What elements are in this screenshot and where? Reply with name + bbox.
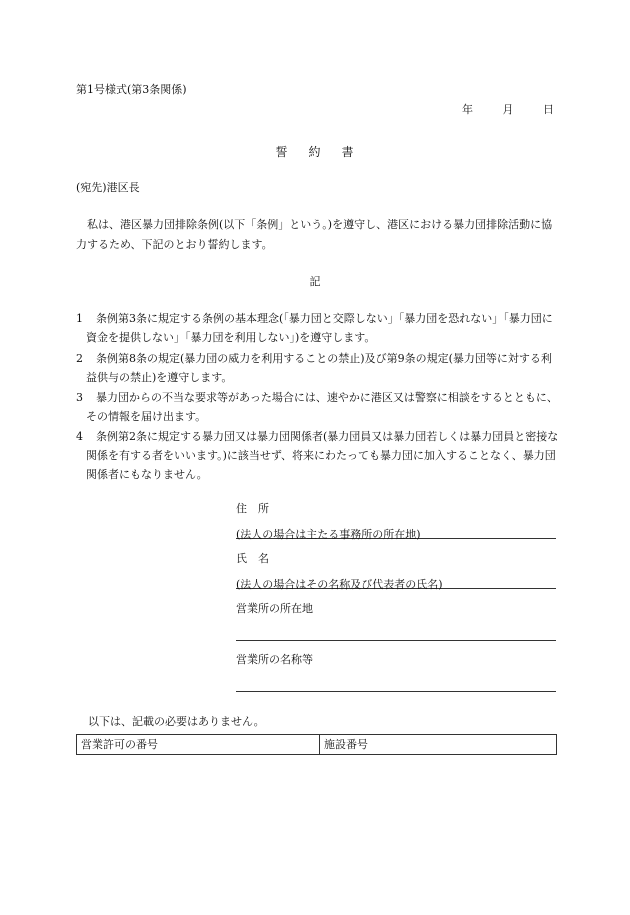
- date-year: 年: [462, 103, 473, 116]
- intro-paragraph: 私は、港区暴力団排除条例(以下「条例」という。)を遵守し、港区における暴力団排除活動に協力するため、下記のとおり誓約します。: [76, 218, 553, 251]
- date-day: 日: [543, 103, 554, 116]
- office-name-field[interactable]: [236, 675, 556, 692]
- pledge-item: [76, 427, 560, 484]
- facility-number-cell[interactable]: 施設番号: [324, 738, 368, 751]
- office-name-label: 営業所の名称等: [236, 653, 313, 666]
- item-number: 2: [76, 352, 83, 365]
- date-month: 月: [502, 103, 514, 116]
- office-location-label: 営業所の所在地: [236, 602, 313, 615]
- info-table: [76, 734, 557, 755]
- address-note: (法人の場合は主たる事務所の所在地): [236, 528, 421, 541]
- item-number: 4: [76, 430, 83, 443]
- item-text: 条例第8条の規定(暴力団の威力を利用することの禁止)及び第9条の規定(暴力団等に対する利益供与の禁止)を遵守します。: [86, 352, 552, 384]
- item-number: 3: [76, 391, 83, 404]
- pledge-item: [76, 349, 560, 387]
- address-field[interactable]: [236, 523, 556, 539]
- item-number: 1: [76, 312, 83, 325]
- form-number: 第1号様式(第3条関係): [76, 83, 187, 96]
- item-text: 条例第3条に規定する条例の基本理念(「暴力団と交際しない」「暴力団を恐れない」「暴力団に資金を提供しない」「暴力団を利用しない」)を遵守します。: [86, 312, 553, 344]
- office-location-field[interactable]: [236, 624, 556, 641]
- date-line: [354, 103, 554, 117]
- name-field[interactable]: [236, 573, 556, 589]
- title-char: 書: [341, 145, 355, 159]
- address-label: 住 所: [236, 502, 269, 515]
- title-char: 約: [308, 145, 322, 159]
- ki-heading: 記: [309, 275, 321, 288]
- item-text: 条例第2条に規定する暴力団又は暴力団関係者(暴力団員又は暴力団若しくは暴力団員と密接な関係を有する者をいいます。)に該当せず、将来にわたっても暴力団に加入することなく、暴力団関係者にもなりません。: [86, 430, 559, 481]
- item-text: 暴力団からの不当な要求等があった場合には、速やかに港区又は警察に相談をするとともに、その情報を届け出ます。: [86, 391, 558, 423]
- name-note: (法人の場合はその名称及び代表者の氏名): [236, 578, 443, 591]
- permit-number-cell[interactable]: 営業許可の番号: [77, 735, 320, 754]
- name-label: 氏 名: [236, 552, 269, 565]
- note-text: 以下は、記載の必要はありません。: [88, 715, 265, 728]
- addressee: (宛先)港区長: [76, 181, 140, 194]
- page-title: [0, 143, 630, 160]
- pledge-item: [76, 309, 560, 347]
- pledge-item: [76, 388, 560, 426]
- title-char: 誓: [275, 145, 289, 159]
